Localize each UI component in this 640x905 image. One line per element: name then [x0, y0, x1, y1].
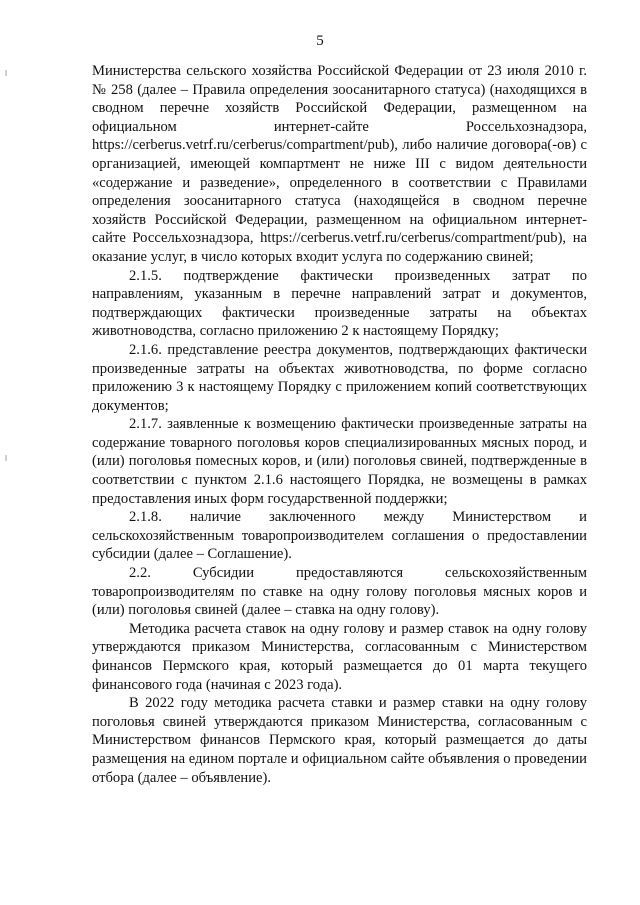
scan-edge-mark [5, 455, 7, 461]
paragraph-2022: В 2022 году методика расчета ставки и размер ставки на одну голову поголовья свиней утверждаются приказом Министерства, согласованным с Министерством финансов Пермского края, который размещается до даты размещения на едином портале и официальном сайте объявления о проведении отбора (далее – объявление). [92, 695, 587, 786]
paragraph-2-2: 2.2. Субсидии предоставляются сельскохозяйственным товаропроизводителям по ставке на одну голову поголовья мясных коров и (или) поголовья свиней (далее – ставка на одну голову). [92, 565, 587, 619]
scan-edge-mark [5, 70, 7, 76]
paragraph-2-1-5: 2.1.5. подтверждение фактически произведенных затрат по направлениям, указанным в перечне направлений затрат и документов, подтверждающих фактически произведенные затраты на объектах животноводства, согласно приложению 2 к настоящему Порядку; [92, 267, 587, 340]
page-number: 5 [316, 33, 324, 49]
paragraph-2-1-7: 2.1.7. заявленные к возмещению фактически произведенные затраты на содержание товарного поголовья коров специализированных мясных пород, и (или) поголовья помесных коров, и (или) поголовья свиней, подтвержденные в соответствии с пунктом 2.1.6 настоящего Порядка, не возмещены в рамках предоставления иных форм государственной поддержки; [92, 416, 587, 507]
document-body [92, 62, 587, 787]
paragraph-2-1-8: 2.1.8. наличие заключенного между Министерством и сельскохозяйственным товаропроизводителем соглашения о предоставлении субсидии (далее – Соглашение). [92, 509, 587, 563]
paragraph-continuation: Министерства сельского хозяйства Российской Федерации от 23 июля 2010 г. № 258 (далее – Правила определения зоосанитарного статуса) (находящихся в сводном перечне хозяйств Российской Федерации, размещенном на официальном интернет-сайте Россельхознадзора, https://cerberus.vetrf.ru/cerberus/compartment/pub), либо наличие договора(-ов) с организацией, имеющей компартмент не ниже III с видом деятельности «содержание и разведение», определенного в соответствии с Правилами определения зоосанитарного статуса (находящейся в сводном перечне хозяйств Российской Федерации, размещенном на официальном интернет-сайте Россельхознадзора, https://cerberus.vetrf.ru/cerberus/compartment/pub), на оказание услуг, в число которых входит услуга по содержанию свиней; [92, 63, 587, 265]
paragraph-methodology: Методика расчета ставок на одну голову и размер ставок на одну голову утверждаются приказом Министерства, согласованным с Министерством финансов Пермского края, который размещается до 01 марта текущего финансового года (начиная с 2023 года). [92, 620, 587, 693]
paragraph-2-1-6: 2.1.6. представление реестра документов, подтверждающих фактически произведенные затраты на объектах животноводства, по форме согласно приложению 3 к настоящему Порядку с приложением копий соответствующих документов; [92, 341, 587, 414]
